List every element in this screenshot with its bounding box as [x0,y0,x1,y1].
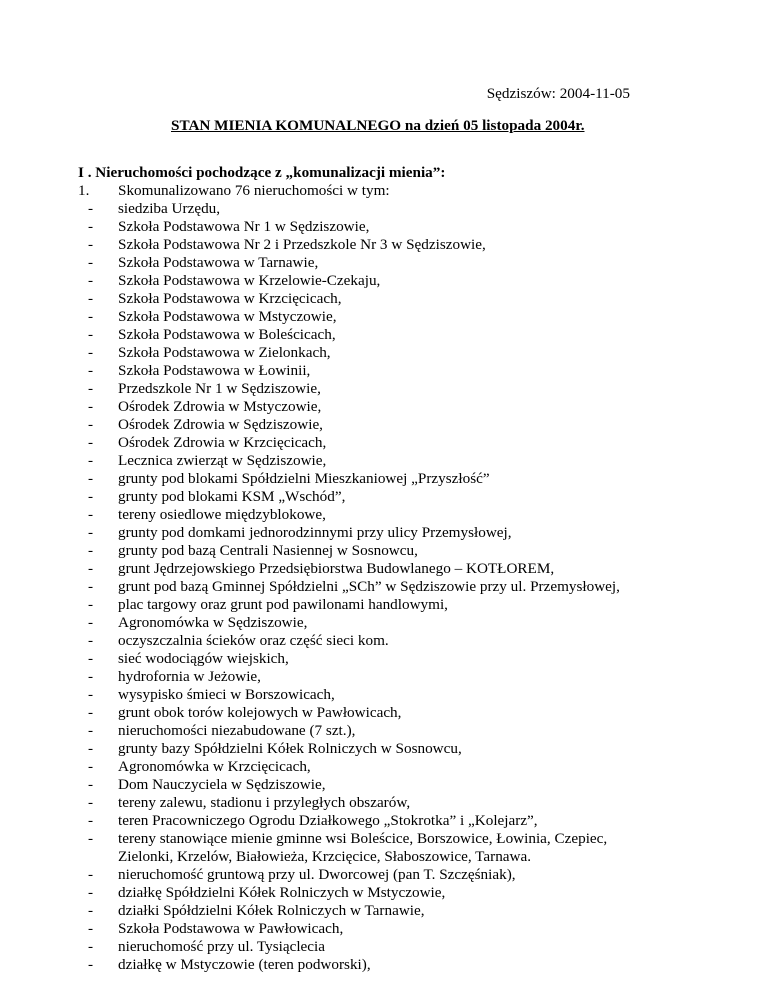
list-bullet: - [88,416,94,433]
list-bullet: - [88,470,94,487]
list-item-text: Szkoła Podstawowa w Zielonkach, [118,344,331,361]
list-bullet: - [88,956,94,973]
list-item-text: sieć wodociągów wiejskich, [118,650,289,667]
list-item [78,812,620,830]
list-bullet: - [88,218,94,235]
list-item-text: siedziba Urzędu, [118,200,221,217]
list-item-text: Szkoła Podstawowa w Boleścicach, [118,326,336,343]
list-item [78,722,620,740]
list-item-text: hydrofornia w Jeżowie, [118,668,261,685]
list-item-text: działkę w Mstyczowie (teren podworski), [118,956,371,973]
list-bullet: - [88,830,94,847]
list-item [78,506,620,524]
property-list [78,200,620,974]
list-bullet: - [88,506,94,523]
list-item-text: Szkoła Podstawowa w Krzelowie-Czekaju, [118,272,381,289]
list-bullet: - [88,308,94,325]
list-bullet: - [88,542,94,559]
list-bullet: - [88,272,94,289]
intro-text: Skomunalizowano 76 nieruchomości w tym: [118,182,390,199]
list-item-text: Przedszkole Nr 1 w Sędziszowie, [118,380,321,397]
list-bullet: - [88,740,94,757]
list-item [78,776,620,794]
list-item [78,416,620,434]
list-item-text: nieruchomość gruntową przy ul. Dworcowej (pan T. Szczęśniak), [118,866,516,883]
list-bullet: - [88,488,94,505]
list-bullet: - [88,632,94,649]
list-item-text: Szkoła Podstawowa w Krzcięcicach, [118,290,342,307]
list-item-text: Ośrodek Zdrowia w Sędziszowie, [118,416,323,433]
list-bullet: - [88,560,94,577]
list-item [78,434,620,452]
list-item [78,938,620,956]
list-item-text: teren Pracowniczego Ogrodu Działkowego „Stokrotka” i „Kolejarz”, [118,812,538,829]
list-item [78,866,620,884]
list-item [78,794,620,812]
list-bullet: - [88,614,94,631]
list-bullet: - [88,902,94,919]
list-bullet: - [88,236,94,253]
list-item-text: nieruchomości niezabudowane (7 szt.), [118,722,356,739]
list-item-text: Agronomówka w Krzcięcicach, [118,758,311,775]
list-item [78,326,620,344]
list-item [78,524,620,542]
list-bullet: - [88,398,94,415]
list-bullet: - [88,794,94,811]
list-item [78,650,620,668]
list-item-text: Szkoła Podstawowa w Tarnawie, [118,254,319,271]
list-bullet: - [88,434,94,451]
list-item [78,956,620,974]
list-item [78,884,620,902]
list-item-text: oczyszczalnia ścieków oraz część sieci kom. [118,632,389,649]
list-item-text: tereny osiedlowe międzyblokowe, [118,506,326,523]
list-item-text: grunt pod bazą Gminnej Spółdzielni „SCh” w Sędziszowie przy ul. Przemysłowej, [118,578,620,595]
list-item [78,470,620,488]
list-item-text: Lecznica zwierząt w Sędziszowie, [118,452,327,469]
list-bullet: - [88,578,94,595]
list-bullet: - [88,722,94,739]
list-item [78,218,620,236]
document-title: STAN MIENIA KOMUNALNEGO na dzień 05 listopada 2004r. [171,117,585,134]
list-item-continuation: Zielonki, Krzelów, Białowieża, Krzcięcice, Słaboszowice, Tarnawa. [118,848,532,865]
list-bullet: - [88,668,94,685]
list-bullet: - [88,650,94,667]
list-item-text: grunty pod blokami Spółdzielni Mieszkaniowej „Przyszłość” [118,470,490,487]
list-bullet: - [88,200,94,217]
list-item [78,632,620,650]
list-item [78,560,620,578]
list-item [78,596,620,614]
list-bullet: - [88,290,94,307]
list-item [78,452,620,470]
list-item [78,614,620,632]
list-item [78,362,620,380]
document-date: Sędziszów: 2004-11-05 [486,85,630,102]
list-item-text: Ośrodek Zdrowia w Mstyczowie, [118,398,322,415]
list-item-text: Agronomówka w Sędziszowie, [118,614,308,631]
list-bullet: - [88,758,94,775]
list-item-text: tereny stanowiące mienie gminne wsi Boleścice, Borszowice, Łowinia, Czepiec, [118,830,608,847]
list-item [78,200,620,218]
list-item-text: grunty pod bazą Centrali Nasiennej w Sosnowcu, [118,542,418,559]
list-bullet: - [88,380,94,397]
list-item [78,902,620,920]
list-bullet: - [88,866,94,883]
list-item-text: Szkoła Podstawowa w Łowinii, [118,362,311,379]
list-item-text: działki Spółdzielni Kółek Rolniczych w Tarnawie, [118,902,425,919]
list-item-text: Dom Nauczyciela w Sędziszowie, [118,776,326,793]
list-item [78,578,620,596]
list-bullet: - [88,254,94,271]
section-intro [78,182,390,200]
list-item-text: Szkoła Podstawowa Nr 1 w Sędziszowie, [118,218,370,235]
list-item [78,398,620,416]
list-bullet: - [88,524,94,541]
list-bullet: - [88,452,94,469]
list-item [78,542,620,560]
list-bullet: - [88,884,94,901]
list-bullet: - [88,704,94,721]
list-item [78,920,620,938]
list-item-text: grunt Jędrzejowskiego Przedsiębiorstwa Budowlanego – KOTŁOREM, [118,560,555,577]
list-bullet: - [88,938,94,955]
list-item [78,380,620,398]
list-item-text: Szkoła Podstawowa Nr 2 i Przedszkole Nr 3 w Sędziszowie, [118,236,486,253]
list-bullet: - [88,344,94,361]
list-bullet: - [88,596,94,613]
list-item [78,686,620,704]
list-item-text: grunty bazy Spółdzielni Kółek Rolniczych w Sosnowcu, [118,740,462,757]
list-item [78,254,620,272]
list-item [78,830,620,866]
list-item [78,740,620,758]
list-item-text: nieruchomość przy ul. Tysiąclecia [118,938,325,955]
list-item [78,488,620,506]
list-item-text: wysypisko śmieci w Borszowicach, [118,686,335,703]
list-bullet: - [88,776,94,793]
intro-number: 1. [78,182,90,199]
list-bullet: - [88,920,94,937]
list-item-text: Szkoła Podstawowa w Pawłowicach, [118,920,344,937]
list-item [78,758,620,776]
list-bullet: - [88,812,94,829]
list-bullet: - [88,686,94,703]
list-item-text: Szkoła Podstawowa w Mstyczowie, [118,308,337,325]
list-bullet: - [88,362,94,379]
section-heading: I . Nieruchomości pochodzące z „komunalizacji mienia”: [78,164,446,181]
list-item [78,272,620,290]
list-item-text: grunt obok torów kolejowych w Pawłowicach, [118,704,402,721]
list-item [78,290,620,308]
list-item [78,668,620,686]
list-item [78,236,620,254]
list-item [78,344,620,362]
list-item-text: grunty pod domkami jednorodzinnymi przy ulicy Przemysłowej, [118,524,512,541]
list-item-text: plac targowy oraz grunt pod pawilonami handlowymi, [118,596,448,613]
list-item-text: Ośrodek Zdrowia w Krzcięcicach, [118,434,327,451]
list-item-text: działkę Spółdzielni Kółek Rolniczych w Mstyczowie, [118,884,446,901]
list-item-text: grunty pod blokami KSM „Wschód”, [118,488,346,505]
list-item [78,308,620,326]
list-bullet: - [88,326,94,343]
list-item [78,704,620,722]
list-item-text: tereny zalewu, stadionu i przyległych obszarów, [118,794,411,811]
